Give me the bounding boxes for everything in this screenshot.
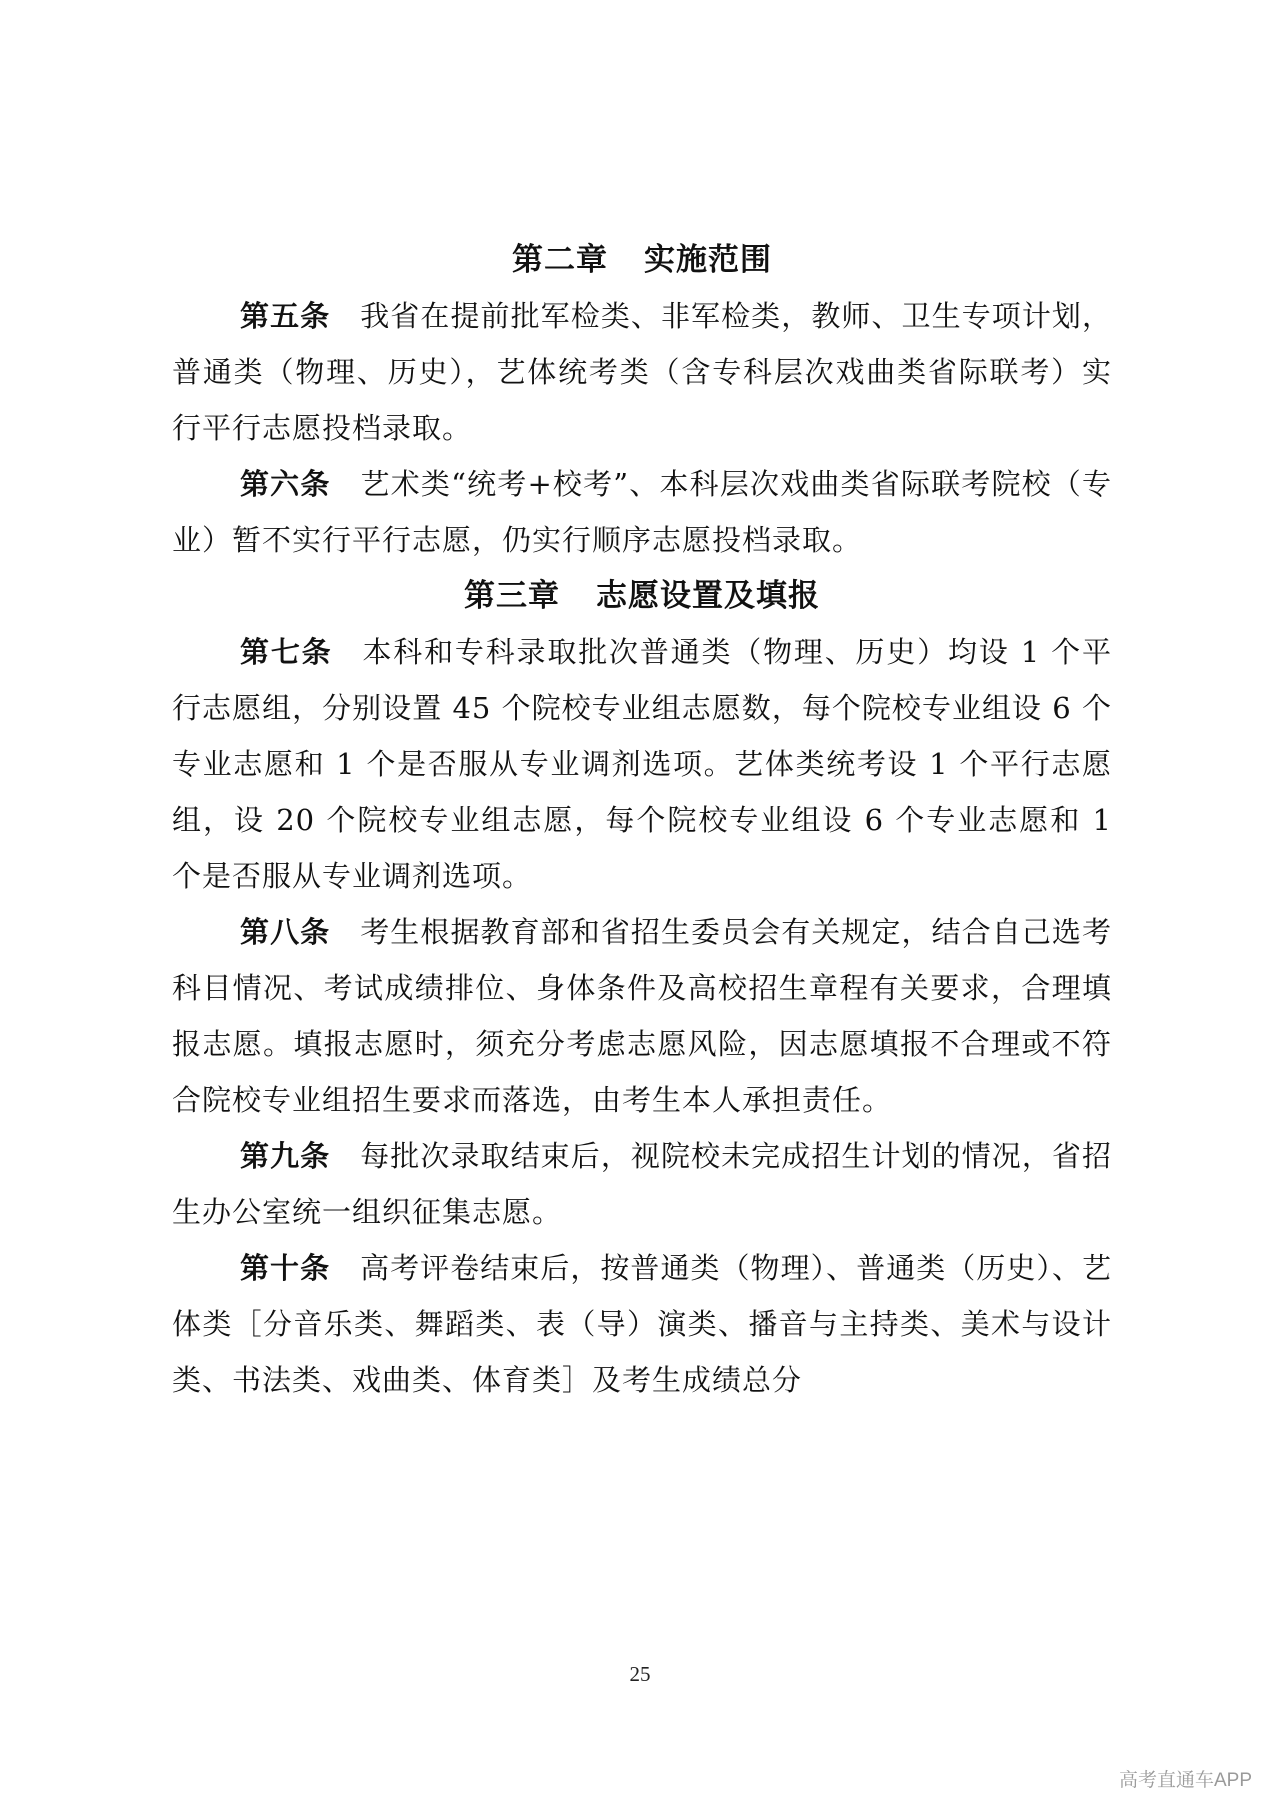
chapter-heading-3: [172, 568, 1112, 624]
article-heading: 第九条: [240, 1139, 331, 1173]
article-text: 本科和专科录取批次普通类（物理、历史）均设 1 个平行志愿组，分别设置 45 个院校专业组志愿数，每个院校专业组设 6 个专业志愿和 1 个是否服从专业调剂选项。艺体类统考设 1 个平行志愿组，设 20 个院校专业组志愿，每个院校专业组设 6 个专业志愿和 1 个是否服从专业调剂选项。: [172, 635, 1112, 893]
page-number: 25: [629, 1662, 651, 1686]
article-6: [172, 456, 1112, 568]
chapter-number: 第二章: [512, 242, 608, 278]
document-body: [172, 232, 1112, 1408]
article-heading: 第五条: [240, 299, 331, 333]
article-7: [172, 624, 1112, 904]
chapter-title: 志愿设置及填报: [596, 578, 820, 614]
article-heading: 第六条: [240, 467, 331, 501]
article-heading: 第七条: [240, 635, 333, 669]
chapter-title: 实施范围: [644, 242, 772, 278]
article-heading: 第八条: [240, 915, 331, 949]
article-9: [172, 1128, 1112, 1240]
chapter-number: 第三章: [464, 578, 560, 614]
article-text: 考生根据教育部和省招生委员会有关规定，结合自己选考科目情况、考试成绩排位、身体条件及高校招生章程有关要求，合理填报志愿。填报志愿时，须充分考虑志愿风险，因志愿填报不合理或不符合院校专业组招生要求而落选，由考生本人承担责任。: [172, 915, 1112, 1117]
article-10: [172, 1240, 1112, 1408]
article-heading: 第十条: [240, 1251, 331, 1285]
article-5: [172, 288, 1112, 456]
chapter-heading-2: [172, 232, 1112, 288]
article-text: 我省在提前批军检类、非军检类，教师、卫生专项计划，普通类（物理、历史），艺体统考类（含专科层次戏曲类省际联考）实行平行志愿投档录取。: [172, 299, 1112, 445]
app-watermark: 高考直通车APP: [1118, 1770, 1252, 1791]
article-text: 艺术类“统考+校考”、本科层次戏曲类省际联考院校（专业）暂不实行平行志愿，仍实行顺序志愿投档录取。: [172, 467, 1112, 557]
article-text: 高考评卷结束后，按普通类（物理）、普通类（历史）、艺体类［分音乐类、舞蹈类、表（导）演类、播音与主持类、美术与设计类、书法类、戏曲类、体育类］及考生成绩总分: [172, 1251, 1112, 1397]
article-8: [172, 904, 1112, 1128]
article-text: 每批次录取结束后，视院校未完成招生计划的情况，省招生办公室统一组织征集志愿。: [172, 1139, 1112, 1229]
